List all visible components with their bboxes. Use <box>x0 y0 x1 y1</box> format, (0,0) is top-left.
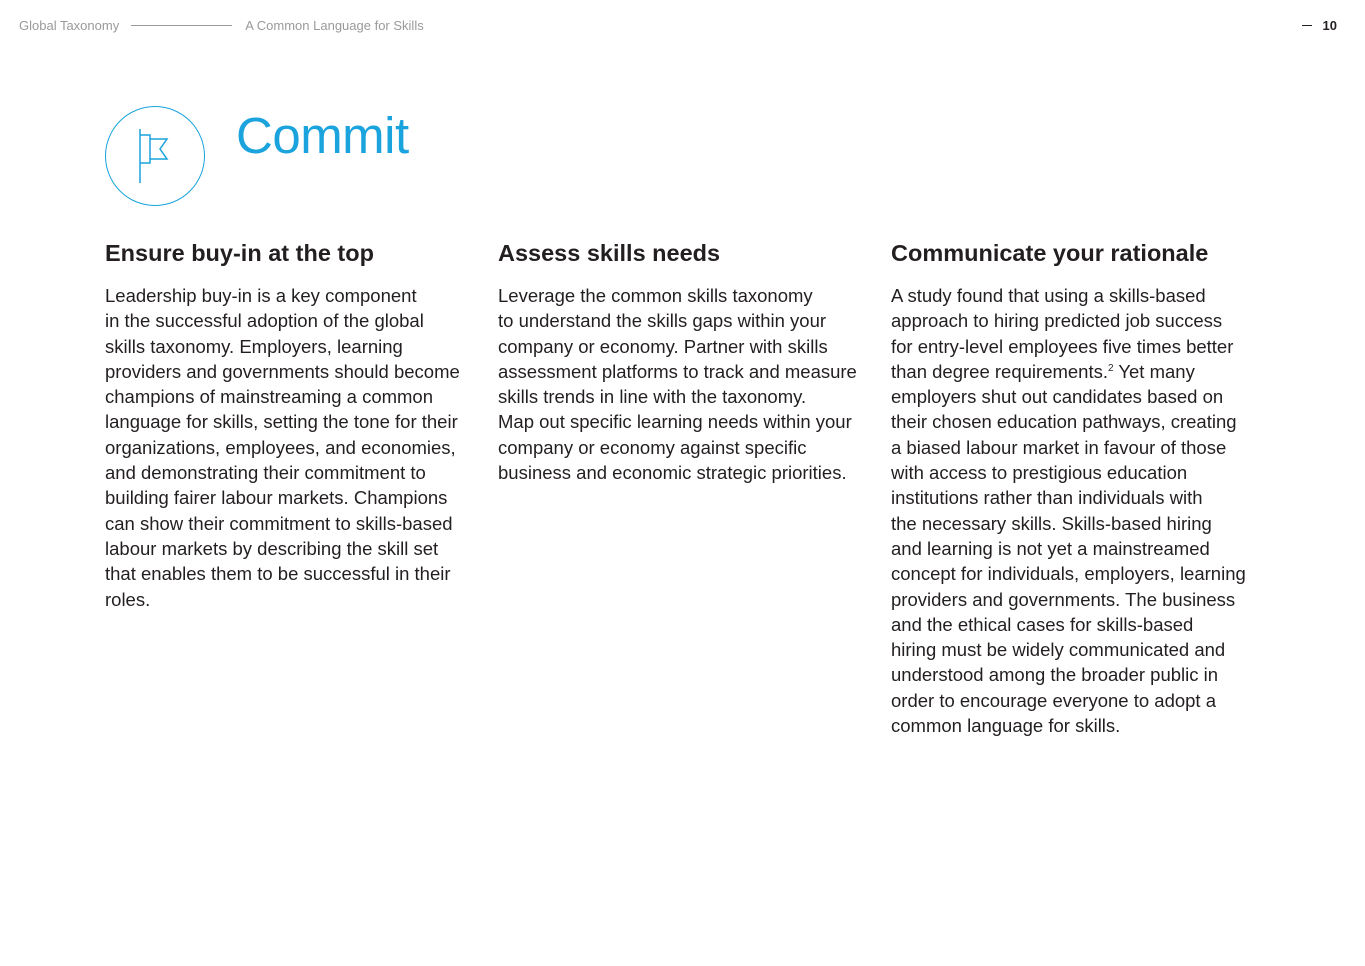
content-columns <box>105 238 1261 738</box>
document-title: Global Taxonomy <box>19 18 120 33</box>
column-body: Leadership buy-in is a key component in the successful adoption of the global skills taxonomy. Employers, learning providers and governments should become champions of mainstreaming a common language for skills, setting the tone for their organizations, employees, and economies, and demonstrating their commitment to building fairer labour markets. Champions can show their commitment to skills-based labour markets by describing the skill set that enables them to be successful in their roles. <box>105 285 460 610</box>
page-number: 10 <box>1322 18 1337 33</box>
column-communicate-rationale <box>891 238 1261 738</box>
page-number-block <box>1302 18 1337 33</box>
body-text-after-footnote: Yet many employers shut out candidates based on their chosen education pathways, creating a biased labour market in favour of those with access to prestigious education institutions rather than individuals with the necessary skills. Skills-based hiring and learning is not yet a mainstreamed concept for individuals, employers, learning providers and governments. The business and the ethical cases for skills-based hiring must be widely communicated and understood among the broader public in order to encourage everyone to adopt a common language for skills. <box>891 360 1246 737</box>
flag-icon <box>105 106 205 206</box>
running-header <box>19 18 424 33</box>
column-heading: Communicate your rationale <box>891 240 1209 266</box>
body-text-before-footnote: A study found that using a skills-based approach to hiring predicted job success for entry-level employees five times better than degree requirements. <box>891 285 1234 382</box>
page-number-dash <box>1302 25 1312 26</box>
column-body: Leverage the common skills taxonomy to understand the skills gaps within your company or economy. Partner with skills assessment platforms to track and measure skills trends in line with the taxonomy. Map out specific learning needs within your company or economy against specific business and economic strategic priorities. <box>498 285 857 484</box>
section-header <box>105 106 409 206</box>
header-rule <box>131 25 232 26</box>
footnote-marker[interactable]: 2 <box>1108 362 1114 374</box>
column-assess-skills <box>498 238 863 738</box>
document-subtitle: A Common Language for Skills <box>245 18 424 33</box>
section-title: Commit <box>236 107 409 165</box>
column-heading: Ensure buy-in at the top <box>105 240 374 266</box>
column-ensure-buy-in <box>105 238 470 738</box>
column-body <box>891 283 1261 738</box>
column-heading: Assess skills needs <box>498 240 721 266</box>
